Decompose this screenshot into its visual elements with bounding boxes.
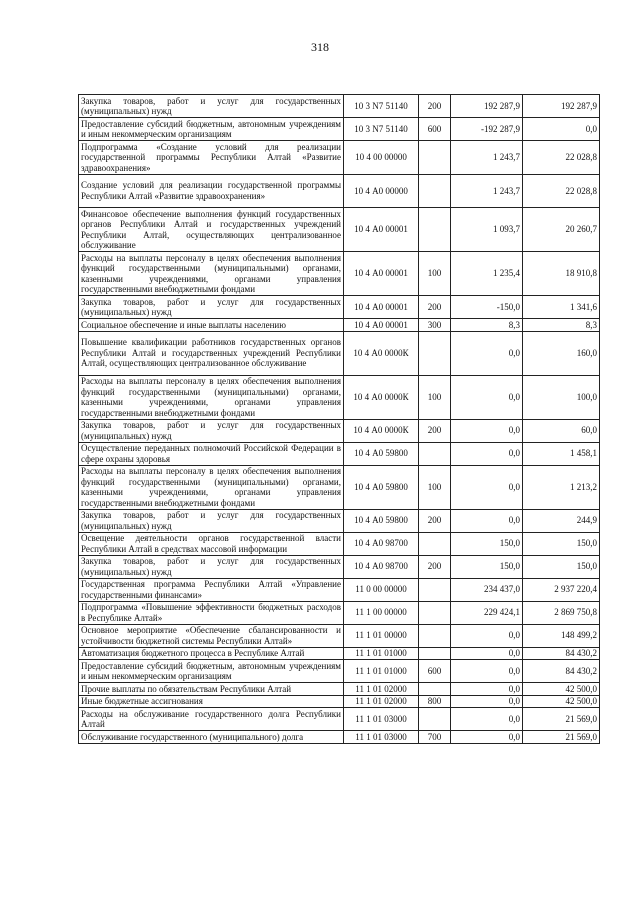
row-name: Осуществление переданных полномочий Российской Федерации в сфере охраны здоровья	[79, 442, 344, 465]
row-amount-change: 0,0	[451, 624, 523, 647]
row-target-code: 10 4 А0 59800	[344, 465, 419, 509]
row-target-code: 10 4 А0 98700	[344, 532, 419, 555]
table-row	[79, 555, 600, 578]
table-row	[79, 465, 600, 509]
row-amount-total: 100,0	[523, 375, 600, 419]
row-target-code: 11 1 01 03000	[344, 731, 419, 744]
row-amount-change: 0,0	[451, 683, 523, 696]
row-expense-type	[419, 708, 451, 731]
row-amount-change: 192 287,9	[451, 95, 523, 118]
row-target-code: 11 1 01 01000	[344, 660, 419, 683]
table-row	[79, 683, 600, 696]
row-amount-change: 8,3	[451, 319, 523, 332]
row-expense-type: 200	[419, 419, 451, 442]
table-row	[79, 624, 600, 647]
row-amount-total: 1 341,6	[523, 296, 600, 319]
row-amount-total: 18 910,8	[523, 252, 600, 296]
row-amount-total: 150,0	[523, 555, 600, 578]
row-amount-total: 1 458,1	[523, 442, 600, 465]
table-row	[79, 601, 600, 624]
budget-table	[78, 94, 600, 744]
row-amount-change: 0,0	[451, 375, 523, 419]
row-amount-total: 42 500,0	[523, 695, 600, 708]
row-amount-total: 42 500,0	[523, 683, 600, 696]
row-amount-change: 0,0	[451, 647, 523, 660]
row-expense-type	[419, 532, 451, 555]
row-amount-change: 1 093,7	[451, 208, 523, 252]
row-name: Основное мероприятие «Обеспечение сбалансированности и устойчивости бюджетной системы Республики Алтай»	[79, 624, 344, 647]
row-target-code: 10 4 А0 0000К	[344, 375, 419, 419]
table-row	[79, 660, 600, 683]
row-amount-total: 22 028,8	[523, 174, 600, 208]
row-expense-type	[419, 331, 451, 375]
row-name: Социальное обеспечение и иные выплаты населению	[79, 319, 344, 332]
budget-table-body	[79, 95, 600, 744]
table-row	[79, 419, 600, 442]
row-expense-type: 200	[419, 555, 451, 578]
row-name: Закупка товаров, работ и услуг для государственных (муниципальных) нужд	[79, 555, 344, 578]
table-row	[79, 731, 600, 744]
table-row	[79, 296, 600, 319]
row-expense-type	[419, 624, 451, 647]
row-amount-total: 0,0	[523, 118, 600, 141]
row-name: Обслуживание государственного (муниципального) долга	[79, 731, 344, 744]
table-row	[79, 141, 600, 175]
row-amount-change: 0,0	[451, 660, 523, 683]
row-name: Закупка товаров, работ и услуг для государственных (муниципальных) нужд	[79, 509, 344, 532]
row-target-code: 11 1 01 03000	[344, 708, 419, 731]
row-name: Финансовое обеспечение выполнения функций государственных органов Республики Алтай и государственных учреждений Республики Алтай, осуществляющих централизованное обслуживание	[79, 208, 344, 252]
row-target-code: 10 4 А0 59800	[344, 442, 419, 465]
row-amount-change: 150,0	[451, 555, 523, 578]
page-number: 318	[311, 40, 329, 54]
row-amount-change: 234 437,0	[451, 578, 523, 601]
row-expense-type	[419, 442, 451, 465]
row-name: Автоматизация бюджетного процесса в Республике Алтай	[79, 647, 344, 660]
row-name: Предоставление субсидий бюджетным, автономным учреждениям и иным некоммерческим организациям	[79, 118, 344, 141]
row-target-code: 10 3 N7 51140	[344, 118, 419, 141]
row-amount-change: 0,0	[451, 731, 523, 744]
row-name: Иные бюджетные ассигнования	[79, 695, 344, 708]
row-amount-total: 2 937 220,4	[523, 578, 600, 601]
row-expense-type	[419, 683, 451, 696]
row-target-code: 11 1 01 02000	[344, 695, 419, 708]
row-target-code: 10 4 А0 59800	[344, 509, 419, 532]
row-name: Подпрограмма «Создание условий для реализации государственной программы Республики Алтай «Развитие здравоохранения»	[79, 141, 344, 175]
row-amount-total: 160,0	[523, 331, 600, 375]
row-target-code: 10 4 А0 00001	[344, 319, 419, 332]
row-amount-total: 84 430,2	[523, 660, 600, 683]
table-row	[79, 252, 600, 296]
row-expense-type: 200	[419, 296, 451, 319]
row-expense-type: 100	[419, 375, 451, 419]
row-amount-total: 21 569,0	[523, 708, 600, 731]
table-row	[79, 695, 600, 708]
row-amount-total: 150,0	[523, 532, 600, 555]
row-name: Повышение квалификации работников государственных органов Республики Алтай и государственных учреждений Республики Алтай, осуществляющих централизованное обслуживание	[79, 331, 344, 375]
row-name: Расходы на обслуживание государственного долга Республики Алтай	[79, 708, 344, 731]
row-amount-total: 21 569,0	[523, 731, 600, 744]
row-amount-change: 1 243,7	[451, 141, 523, 175]
row-name: Закупка товаров, работ и услуг для государственных (муниципальных) нужд	[79, 419, 344, 442]
table-row	[79, 375, 600, 419]
row-amount-change: -192 287,9	[451, 118, 523, 141]
row-target-code: 11 1 00 00000	[344, 601, 419, 624]
row-amount-change: 0,0	[451, 695, 523, 708]
table-row	[79, 174, 600, 208]
row-expense-type: 600	[419, 660, 451, 683]
table-row	[79, 95, 600, 118]
row-target-code: 10 4 00 00000	[344, 141, 419, 175]
row-target-code: 11 1 01 01000	[344, 647, 419, 660]
row-target-code: 10 4 А0 98700	[344, 555, 419, 578]
row-expense-type	[419, 208, 451, 252]
table-row	[79, 532, 600, 555]
row-expense-type	[419, 578, 451, 601]
row-amount-change: 229 424,1	[451, 601, 523, 624]
row-expense-type: 800	[419, 695, 451, 708]
row-target-code: 10 4 А0 0000К	[344, 331, 419, 375]
row-amount-total: 84 430,2	[523, 647, 600, 660]
row-amount-change: 0,0	[451, 465, 523, 509]
row-target-code: 10 4 А0 0000К	[344, 419, 419, 442]
row-expense-type: 700	[419, 731, 451, 744]
row-amount-total: 22 028,8	[523, 141, 600, 175]
row-amount-change: 0,0	[451, 419, 523, 442]
row-name: Расходы на выплаты персоналу в целях обеспечения выполнения функций государственными (муниципальными) органами, казенными учреждениями, органами управления государственными внебюджетными фондами	[79, 375, 344, 419]
table-row	[79, 331, 600, 375]
row-expense-type: 200	[419, 95, 451, 118]
row-name: Государственная программа Республики Алтай «Управление государственными финансами»	[79, 578, 344, 601]
row-expense-type: 200	[419, 509, 451, 532]
row-amount-total: 244,9	[523, 509, 600, 532]
row-name: Расходы на выплаты персоналу в целях обеспечения выполнения функций государственными (муниципальными) органами, казенными учреждениями, органами управления государственными внебюджетными фондами	[79, 465, 344, 509]
row-expense-type: 100	[419, 465, 451, 509]
table-row	[79, 647, 600, 660]
row-expense-type: 600	[419, 118, 451, 141]
row-amount-total: 2 869 750,8	[523, 601, 600, 624]
row-target-code: 10 4 А0 00001	[344, 208, 419, 252]
row-target-code: 11 1 01 02000	[344, 683, 419, 696]
row-expense-type	[419, 174, 451, 208]
row-target-code: 10 4 А0 00001	[344, 296, 419, 319]
row-amount-change: 0,0	[451, 442, 523, 465]
row-amount-total: 20 260,7	[523, 208, 600, 252]
row-name: Предоставление субсидий бюджетным, автономным учреждениям и иным некоммерческим организациям	[79, 660, 344, 683]
row-expense-type: 300	[419, 319, 451, 332]
row-amount-total: 60,0	[523, 419, 600, 442]
row-amount-total: 8,3	[523, 319, 600, 332]
table-row	[79, 578, 600, 601]
row-target-code: 11 0 00 00000	[344, 578, 419, 601]
row-target-code: 11 1 01 00000	[344, 624, 419, 647]
row-name: Закупка товаров, работ и услуг для государственных (муниципальных) нужд	[79, 296, 344, 319]
row-name: Подпрограмма «Повышение эффективности бюджетных расходов в Республике Алтай»	[79, 601, 344, 624]
row-amount-change: 0,0	[451, 708, 523, 731]
row-expense-type	[419, 647, 451, 660]
table-row	[79, 708, 600, 731]
row-name: Закупка товаров, работ и услуг для государственных (муниципальных) нужд	[79, 95, 344, 118]
row-expense-type: 100	[419, 252, 451, 296]
table-row	[79, 208, 600, 252]
row-name: Расходы на выплаты персоналу в целях обеспечения выполнения функций государственными (муниципальными) органами, казенными учреждениями, органами управления государственными внебюджетными фондами	[79, 252, 344, 296]
row-expense-type	[419, 141, 451, 175]
row-amount-change: 1 235,4	[451, 252, 523, 296]
row-amount-change: 0,0	[451, 331, 523, 375]
row-expense-type	[419, 601, 451, 624]
table-row	[79, 118, 600, 141]
table-row	[79, 319, 600, 332]
row-amount-change: -150,0	[451, 296, 523, 319]
row-amount-change: 150,0	[451, 532, 523, 555]
table-row	[79, 442, 600, 465]
row-amount-change: 1 243,7	[451, 174, 523, 208]
row-target-code: 10 4 А0 00001	[344, 252, 419, 296]
row-name: Прочие выплаты по обязательствам Республики Алтай	[79, 683, 344, 696]
row-target-code: 10 3 N7 51140	[344, 95, 419, 118]
row-amount-total: 1 213,2	[523, 465, 600, 509]
row-target-code: 10 4 А0 00000	[344, 174, 419, 208]
row-name: Создание условий для реализации государственной программы Республики Алтай «Развитие здравоохранения»	[79, 174, 344, 208]
table-row	[79, 509, 600, 532]
row-amount-change: 0,0	[451, 509, 523, 532]
row-name: Освещение деятельности органов государственной власти Республики Алтай в средствах массовой информации	[79, 532, 344, 555]
row-amount-total: 192 287,9	[523, 95, 600, 118]
row-amount-total: 148 499,2	[523, 624, 600, 647]
